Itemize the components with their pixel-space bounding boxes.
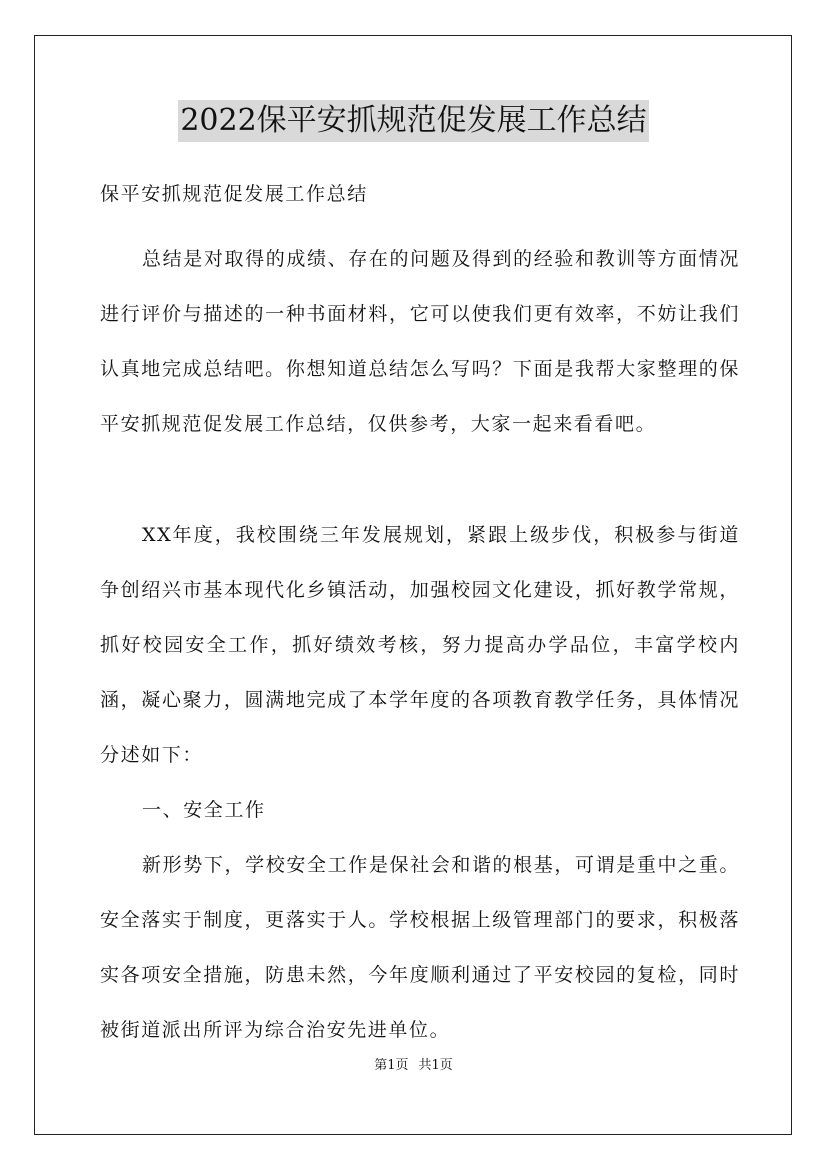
paragraph-spacer [100, 452, 740, 508]
intro-paragraph: 总结是对取得的成绩、存在的问题及得到的经验和教训等方面情况进行评价与描述的一种书面材料，它可以使我们更有效率，不妨让我们认真地完成总结吧。你想知道总结怎么写吗？下面是我帮大家整理的保平安抓规范促发展工作总结，仅供参考，大家一起来看看吧。 [100, 248, 740, 435]
document-subtitle: 保平安抓规范促发展工作总结 [100, 183, 368, 205]
document-body [100, 176, 740, 1058]
page-number-total: 共1页 [418, 1058, 453, 1073]
section-heading-safety: 一、安全工作 [142, 799, 266, 821]
title-container [0, 100, 827, 142]
body-paragraph-1: XX年度，我校围绕三年发展规划，紧跟上级步伐，积极参与街道争创绍兴市基本现代化乡镇活动，加强校园文化建设，抓好教学常规，抓好校园安全工作，抓好绩效考核，努力提高办学品位，丰富学校内涵，凝心聚力，圆满地完成了本学年度的各项教育教学任务，具体情况分述如下： [100, 524, 740, 766]
page-number-current: 第1页 [374, 1058, 409, 1073]
page-footer [0, 1054, 827, 1073]
document-title: 2022保平安抓规范促发展工作总结 [178, 100, 648, 142]
body-paragraph-2: 新形势下，学校安全工作是保社会和谐的根基，可谓是重中之重。安全落实于制度，更落实于人。学校根据上级管理部门的要求，积极落实各项安全措施，防患未然，今年度顺利通过了平安校园的复检，同时被街道派出所评为综合治安先进单位。 [100, 854, 740, 1041]
